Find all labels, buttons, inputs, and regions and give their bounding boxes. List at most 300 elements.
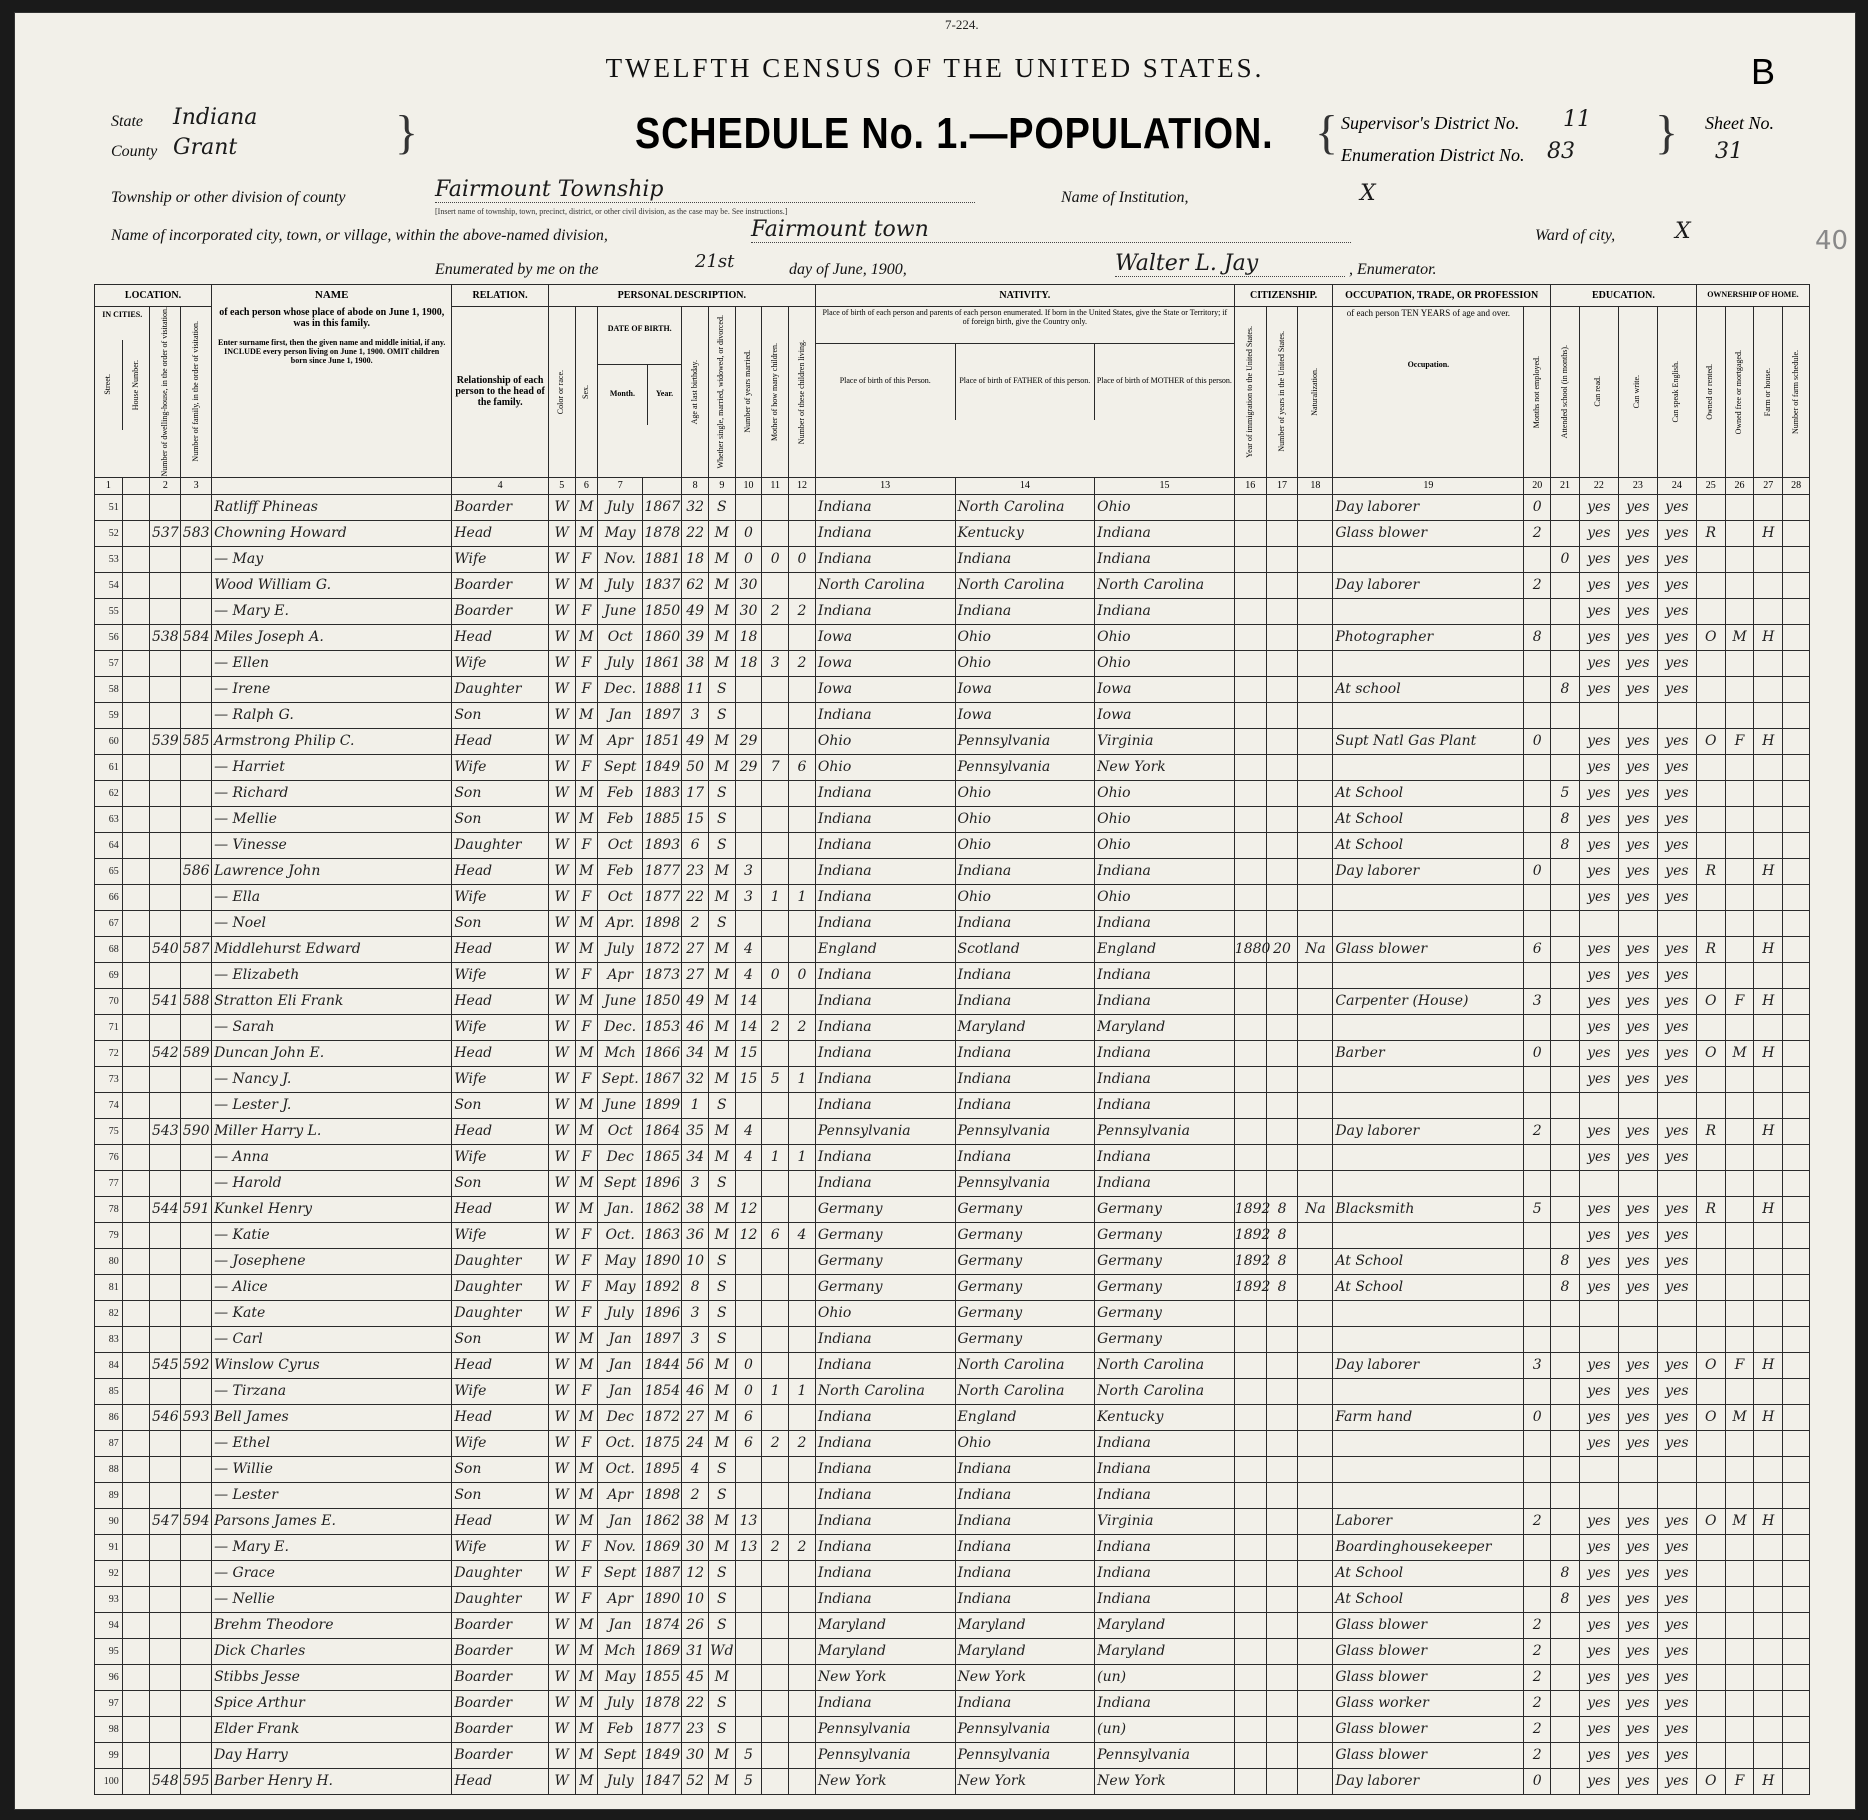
table-row — [95, 1196, 1810, 1222]
cell-color: W — [548, 1508, 575, 1534]
cell-owned-rented — [1696, 1248, 1725, 1274]
cell-owned-rented — [1696, 1664, 1725, 1690]
cell-occupation — [1333, 1222, 1524, 1248]
cell-birthplace-father: Kentucky — [955, 520, 1095, 546]
cell-age: 23 — [682, 1716, 709, 1742]
cell-line-number: 58 — [95, 676, 123, 702]
cell-years-in-us — [1266, 1586, 1298, 1612]
cell-line-number: 83 — [95, 1326, 123, 1352]
cell-attended-school — [1551, 1378, 1580, 1404]
cell-age: 27 — [682, 936, 709, 962]
cell-mother-of — [762, 676, 789, 702]
cell-birthplace-mother: Ohio — [1095, 780, 1235, 806]
cell-house-number — [122, 1612, 150, 1638]
cell-years-in-us — [1266, 1560, 1298, 1586]
cell-years-in-us — [1266, 650, 1298, 676]
cell-dwelling-number — [150, 598, 181, 624]
cell-person-name: — Mary E. — [212, 1534, 452, 1560]
cell-occupation: Glass blower — [1333, 1716, 1524, 1742]
cell-dwelling-number — [150, 1248, 181, 1274]
cell-children-living — [789, 910, 816, 936]
cell-can-speak-english: yes — [1657, 546, 1696, 572]
cell-can-write: yes — [1618, 520, 1657, 546]
cell-birth-year: 1887 — [643, 1560, 682, 1586]
cell-birth-month: Sept — [598, 1560, 643, 1586]
cell-farm-schedule — [1783, 546, 1810, 572]
cell-age: 17 — [682, 780, 709, 806]
cell-occupation — [1333, 1482, 1524, 1508]
cell-years-in-us — [1266, 1768, 1298, 1794]
cell-birth-year: 1898 — [643, 910, 682, 936]
cell-free-mortgaged — [1725, 754, 1754, 780]
cell-birth-month: Dec. — [598, 1014, 643, 1040]
cell-children-living: 1 — [789, 1378, 816, 1404]
cell-years-married: 18 — [735, 624, 762, 650]
cell-birthplace-father: North Carolina — [955, 1378, 1095, 1404]
cell-age: 15 — [682, 806, 709, 832]
cell-family-number: 590 — [181, 1118, 212, 1144]
cell-immigration-year — [1234, 520, 1266, 546]
cell-birthplace-mother: Maryland — [1095, 1612, 1235, 1638]
cell-occupation: Glass blower — [1333, 1612, 1524, 1638]
cell-birth-year: 1862 — [643, 1196, 682, 1222]
cell-free-mortgaged — [1725, 1560, 1754, 1586]
cell-months-not-employed — [1524, 1248, 1551, 1274]
cell-naturalization — [1298, 1534, 1333, 1560]
cell-color: W — [548, 832, 575, 858]
cell-mother-of: 6 — [762, 1222, 789, 1248]
cell-farm-house — [1754, 1586, 1783, 1612]
cell-children-living: 0 — [789, 546, 816, 572]
cell-birth-year: 1898 — [643, 1482, 682, 1508]
cell-person-name: Chowning Howard — [212, 520, 452, 546]
cell-can-read: yes — [1579, 1534, 1618, 1560]
cell-birthplace-father: Indiana — [955, 988, 1095, 1014]
cell-occupation — [1333, 1170, 1524, 1196]
cell-occupation: At school — [1333, 676, 1524, 702]
cell-person-name: Middlehurst Edward — [212, 936, 452, 962]
cell-naturalization — [1298, 1716, 1333, 1742]
cell-owned-rented: O — [1696, 728, 1725, 754]
cell-owned-rented — [1696, 1690, 1725, 1716]
cell-person-name: — Nellie — [212, 1586, 452, 1612]
cell-person-name: Miller Harry L. — [212, 1118, 452, 1144]
cell-sex: M — [575, 1716, 598, 1742]
cell-house-number — [122, 910, 150, 936]
cell-can-speak-english: yes — [1657, 858, 1696, 884]
cell-birthplace-father: Indiana — [955, 1586, 1095, 1612]
cell-immigration-year — [1234, 494, 1266, 520]
cell-dwelling-number — [150, 962, 181, 988]
cell-birth-month: Mch — [598, 1040, 643, 1066]
cell-birthplace-father: Indiana — [955, 1066, 1095, 1092]
cell-marital-status: M — [708, 858, 735, 884]
cell-farm-house — [1754, 884, 1783, 910]
cell-birthplace-person: England — [815, 936, 955, 962]
cell-months-not-employed — [1524, 1014, 1551, 1040]
cell-farm-schedule — [1783, 1014, 1810, 1040]
col-num — [122, 477, 150, 494]
cell-years-married: 0 — [735, 1352, 762, 1378]
cell-owned-rented — [1696, 1274, 1725, 1300]
cell-age: 11 — [682, 676, 709, 702]
cell-sex: F — [575, 1248, 598, 1274]
cell-age: 62 — [682, 572, 709, 598]
cell-person-name: Stibbs Jesse — [212, 1664, 452, 1690]
cell-years-in-us — [1266, 1690, 1298, 1716]
cell-birth-month: Jan — [598, 1352, 643, 1378]
cell-line-number: 88 — [95, 1456, 123, 1482]
cell-can-read: yes — [1579, 494, 1618, 520]
header-occupation-sub — [1333, 307, 1524, 478]
cell-birthplace-father: Pennsylvania — [955, 728, 1095, 754]
cell-birthplace-mother: (un) — [1095, 1664, 1235, 1690]
table-row — [95, 910, 1810, 936]
cell-attended-school — [1551, 1196, 1580, 1222]
cell-house-number — [122, 858, 150, 884]
cell-mother-of: 3 — [762, 650, 789, 676]
cell-age: 10 — [682, 1248, 709, 1274]
cell-birthplace-person: Indiana — [815, 1690, 955, 1716]
cell-children-living — [789, 1482, 816, 1508]
cell-mother-of — [762, 936, 789, 962]
table-row — [95, 988, 1810, 1014]
cell-months-not-employed: 2 — [1524, 1690, 1551, 1716]
cell-can-read: yes — [1579, 858, 1618, 884]
cell-attended-school — [1551, 1144, 1580, 1170]
cell-birthplace-mother: Maryland — [1095, 1638, 1235, 1664]
cell-birthplace-father: Scotland — [955, 936, 1095, 962]
cell-naturalization — [1298, 1664, 1333, 1690]
cell-birthplace-person: Indiana — [815, 494, 955, 520]
cell-can-read: yes — [1579, 1508, 1618, 1534]
cell-years-in-us — [1266, 962, 1298, 988]
cell-free-mortgaged — [1725, 1066, 1754, 1092]
cell-birth-month: Dec. — [598, 676, 643, 702]
col-num: 21 — [1551, 477, 1580, 494]
cell-family-number — [181, 1170, 212, 1196]
cell-immigration-year — [1234, 1482, 1266, 1508]
cell-can-write: yes — [1618, 1352, 1657, 1378]
cell-immigration-year — [1234, 572, 1266, 598]
cell-can-write: yes — [1618, 806, 1657, 832]
cell-attended-school — [1551, 572, 1580, 598]
cell-birthplace-mother: Indiana — [1095, 520, 1235, 546]
cell-farm-house — [1754, 1326, 1783, 1352]
cell-immigration-year — [1234, 1378, 1266, 1404]
cell-farm-schedule — [1783, 1768, 1810, 1794]
cell-owned-rented — [1696, 1586, 1725, 1612]
cell-naturalization — [1298, 1118, 1333, 1144]
cell-attended-school — [1551, 728, 1580, 754]
cell-birthplace-father: New York — [955, 1768, 1095, 1794]
table-row — [95, 754, 1810, 780]
cell-children-living — [789, 1508, 816, 1534]
cell-can-write: yes — [1618, 754, 1657, 780]
cell-years-married: 6 — [735, 1430, 762, 1456]
header-nativity: NATIVITY. — [815, 285, 1234, 307]
cell-children-living — [789, 1326, 816, 1352]
cell-years-in-us — [1266, 494, 1298, 520]
cell-relation: Daughter — [452, 1560, 549, 1586]
cell-can-write: yes — [1618, 1014, 1657, 1040]
cell-sex: F — [575, 884, 598, 910]
cell-years-in-us — [1266, 1742, 1298, 1768]
cell-can-write: yes — [1618, 1404, 1657, 1430]
cell-farm-house — [1754, 494, 1783, 520]
table-row — [95, 806, 1810, 832]
cell-house-number — [122, 546, 150, 572]
cell-sex: F — [575, 754, 598, 780]
cell-farm-house: H — [1754, 1768, 1783, 1794]
cell-years-married: 4 — [735, 962, 762, 988]
enumerator-name: Walter L. Jay — [1115, 251, 1345, 277]
cell-months-not-employed — [1524, 884, 1551, 910]
cell-birthplace-father: Germany — [955, 1274, 1095, 1300]
cell-birth-month: July — [598, 1300, 643, 1326]
cell-attended-school — [1551, 910, 1580, 936]
cell-owned-rented — [1696, 546, 1725, 572]
cell-sex: F — [575, 676, 598, 702]
cell-color: W — [548, 1352, 575, 1378]
cell-can-speak-english: yes — [1657, 1534, 1696, 1560]
header-years-us: Number of years in the United States. — [1276, 331, 1286, 453]
cell-attended-school: 8 — [1551, 1248, 1580, 1274]
cell-house-number — [122, 1768, 150, 1794]
cell-person-name: Winslow Cyrus — [212, 1352, 452, 1378]
cell-mother-of: 1 — [762, 1144, 789, 1170]
cell-family-number: 586 — [181, 858, 212, 884]
col-num: 28 — [1783, 477, 1810, 494]
cell-attended-school — [1551, 1456, 1580, 1482]
cell-marital-status: Wd — [708, 1638, 735, 1664]
cell-birthplace-father: Indiana — [955, 1508, 1095, 1534]
header-free-mortgaged: Owned free or mortgaged. — [1734, 349, 1744, 434]
cell-years-married — [735, 1092, 762, 1118]
cell-farm-house: H — [1754, 1196, 1783, 1222]
cell-person-name: — Alice — [212, 1274, 452, 1300]
cell-can-write: yes — [1618, 1430, 1657, 1456]
cell-person-name: — Noel — [212, 910, 452, 936]
cell-sex: M — [575, 1118, 598, 1144]
cell-can-read: yes — [1579, 1560, 1618, 1586]
cell-can-speak-english: yes — [1657, 728, 1696, 754]
table-row — [95, 1378, 1810, 1404]
cell-person-name: — Mary E. — [212, 598, 452, 624]
cell-birth-month: May — [598, 1274, 643, 1300]
cell-years-married — [735, 1586, 762, 1612]
cell-free-mortgaged — [1725, 780, 1754, 806]
cell-occupation: Barber — [1333, 1040, 1524, 1066]
cell-birth-month: Sept. — [598, 1066, 643, 1092]
cell-birthplace-father: Indiana — [955, 1040, 1095, 1066]
cell-color: W — [548, 1040, 575, 1066]
cell-birthplace-father: Indiana — [955, 1534, 1095, 1560]
cell-owned-rented — [1696, 910, 1725, 936]
cell-line-number: 92 — [95, 1560, 123, 1586]
cell-immigration-year — [1234, 1118, 1266, 1144]
cell-children-living — [789, 494, 816, 520]
cell-color: W — [548, 1716, 575, 1742]
cell-person-name: Dick Charles — [212, 1638, 452, 1664]
cell-line-number: 69 — [95, 962, 123, 988]
cell-free-mortgaged — [1725, 1378, 1754, 1404]
cell-birthplace-father: Indiana — [955, 1456, 1095, 1482]
cell-birthplace-mother: Germany — [1095, 1248, 1235, 1274]
cell-owned-rented — [1696, 832, 1725, 858]
cell-owned-rented — [1696, 1638, 1725, 1664]
cell-age: 22 — [682, 520, 709, 546]
cell-years-married: 0 — [735, 1378, 762, 1404]
cell-relation: Son — [452, 1482, 549, 1508]
cell-mother-of — [762, 1742, 789, 1768]
cell-house-number — [122, 1482, 150, 1508]
supervisor-value: 11 — [1563, 107, 1591, 132]
table-row — [95, 832, 1810, 858]
cell-house-number — [122, 1066, 150, 1092]
cell-birthplace-person: Iowa — [815, 676, 955, 702]
cell-mother-of: 2 — [762, 598, 789, 624]
cell-birth-year: 1897 — [643, 1326, 682, 1352]
cell-age: 56 — [682, 1352, 709, 1378]
cell-occupation: Glass blower — [1333, 936, 1524, 962]
cell-line-number: 95 — [95, 1638, 123, 1664]
cell-months-not-employed: 3 — [1524, 1352, 1551, 1378]
cell-relation: Head — [452, 1768, 549, 1794]
cell-marital-status: M — [708, 1742, 735, 1768]
cell-marital-status: M — [708, 624, 735, 650]
cell-color: W — [548, 780, 575, 806]
cell-birth-month: Apr. — [598, 910, 643, 936]
cell-marital-status: M — [708, 1066, 735, 1092]
cell-attended-school — [1551, 1742, 1580, 1768]
cell-can-speak-english: yes — [1657, 962, 1696, 988]
cell-can-read: yes — [1579, 754, 1618, 780]
cell-farm-house — [1754, 1144, 1783, 1170]
cell-birthplace-mother: Indiana — [1095, 1066, 1235, 1092]
cell-color: W — [548, 728, 575, 754]
cell-marital-status: S — [708, 1326, 735, 1352]
cell-line-number: 82 — [95, 1300, 123, 1326]
cell-marital-status: M — [708, 1144, 735, 1170]
cell-relation: Wife — [452, 1222, 549, 1248]
cell-birthplace-mother: Indiana — [1095, 962, 1235, 988]
cell-years-in-us — [1266, 858, 1298, 884]
cell-relation: Boarder — [452, 1664, 549, 1690]
cell-months-not-employed: 5 — [1524, 1196, 1551, 1222]
cell-free-mortgaged — [1725, 494, 1754, 520]
cell-can-speak-english: yes — [1657, 1352, 1696, 1378]
header-house-number: House Number. — [130, 359, 140, 410]
cell-months-not-employed — [1524, 806, 1551, 832]
col-num: 25 — [1696, 477, 1725, 494]
cell-occupation — [1333, 598, 1524, 624]
cell-owned-rented — [1696, 780, 1725, 806]
cell-birth-year: 1881 — [643, 546, 682, 572]
cell-sex: M — [575, 780, 598, 806]
cell-mother-of — [762, 1664, 789, 1690]
cell-marital-status: S — [708, 1716, 735, 1742]
cell-children-living: 2 — [789, 1014, 816, 1040]
cell-birthplace-person: Indiana — [815, 520, 955, 546]
cell-birthplace-mother: Indiana — [1095, 1560, 1235, 1586]
cell-birthplace-person: Iowa — [815, 624, 955, 650]
cell-children-living: 1 — [789, 1144, 816, 1170]
cell-house-number — [122, 624, 150, 650]
table-row — [95, 1664, 1810, 1690]
cell-family-number — [181, 1456, 212, 1482]
cell-mother-of — [762, 1352, 789, 1378]
cell-occupation: Carpenter (House) — [1333, 988, 1524, 1014]
cell-mother-of — [762, 1196, 789, 1222]
population-table — [94, 284, 1810, 1795]
cell-mother-of — [762, 702, 789, 728]
cell-years-married: 30 — [735, 572, 762, 598]
cell-birthplace-mother: Indiana — [1095, 910, 1235, 936]
col-num: 17 — [1266, 477, 1298, 494]
header-education: EDUCATION. — [1551, 285, 1697, 307]
cell-birthplace-person: Maryland — [815, 1638, 955, 1664]
cell-can-read — [1579, 910, 1618, 936]
cell-birthplace-mother: Indiana — [1095, 546, 1235, 572]
cell-marital-status: M — [708, 546, 735, 572]
cell-can-speak-english — [1657, 702, 1696, 728]
cell-birth-month: Feb — [598, 1716, 643, 1742]
cell-birth-year: 1895 — [643, 1456, 682, 1482]
cell-birth-year: 1847 — [643, 1768, 682, 1794]
cell-house-number — [122, 988, 150, 1014]
cell-immigration-year: 1892 — [1234, 1196, 1266, 1222]
cell-naturalization — [1298, 1742, 1333, 1768]
cell-age: 3 — [682, 1170, 709, 1196]
cell-sex: M — [575, 520, 598, 546]
table-row — [95, 1274, 1810, 1300]
cell-house-number — [122, 650, 150, 676]
table-row — [95, 1586, 1810, 1612]
cell-family-number — [181, 494, 212, 520]
cell-farm-schedule — [1783, 650, 1810, 676]
cell-birth-year: 1877 — [643, 1716, 682, 1742]
cell-house-number — [122, 1352, 150, 1378]
cell-birthplace-mother: Pennsylvania — [1095, 1118, 1235, 1144]
cell-line-number: 51 — [95, 494, 123, 520]
cell-children-living — [789, 1742, 816, 1768]
cell-line-number: 90 — [95, 1508, 123, 1534]
cell-birthplace-mother: Virginia — [1095, 1508, 1235, 1534]
cell-can-write: yes — [1618, 1378, 1657, 1404]
cell-can-read: yes — [1579, 1196, 1618, 1222]
cell-immigration-year — [1234, 1352, 1266, 1378]
cell-can-read — [1579, 1300, 1618, 1326]
cell-house-number — [122, 1196, 150, 1222]
cell-months-not-employed — [1524, 650, 1551, 676]
cell-can-write: yes — [1618, 1040, 1657, 1066]
cell-birthplace-father: Indiana — [955, 962, 1095, 988]
cell-owned-rented — [1696, 676, 1725, 702]
cell-years-married: 12 — [735, 1196, 762, 1222]
cell-free-mortgaged — [1725, 1690, 1754, 1716]
cell-farm-house — [1754, 1066, 1783, 1092]
enumeration-value: 83 — [1547, 139, 1575, 164]
table-row — [95, 1248, 1810, 1274]
cell-marital-status: M — [708, 728, 735, 754]
cell-line-number: 94 — [95, 1612, 123, 1638]
cell-months-not-employed: 2 — [1524, 1716, 1551, 1742]
cell-line-number: 57 — [95, 650, 123, 676]
cell-immigration-year — [1234, 546, 1266, 572]
col-num: 6 — [575, 477, 598, 494]
cell-immigration-year — [1234, 1040, 1266, 1066]
